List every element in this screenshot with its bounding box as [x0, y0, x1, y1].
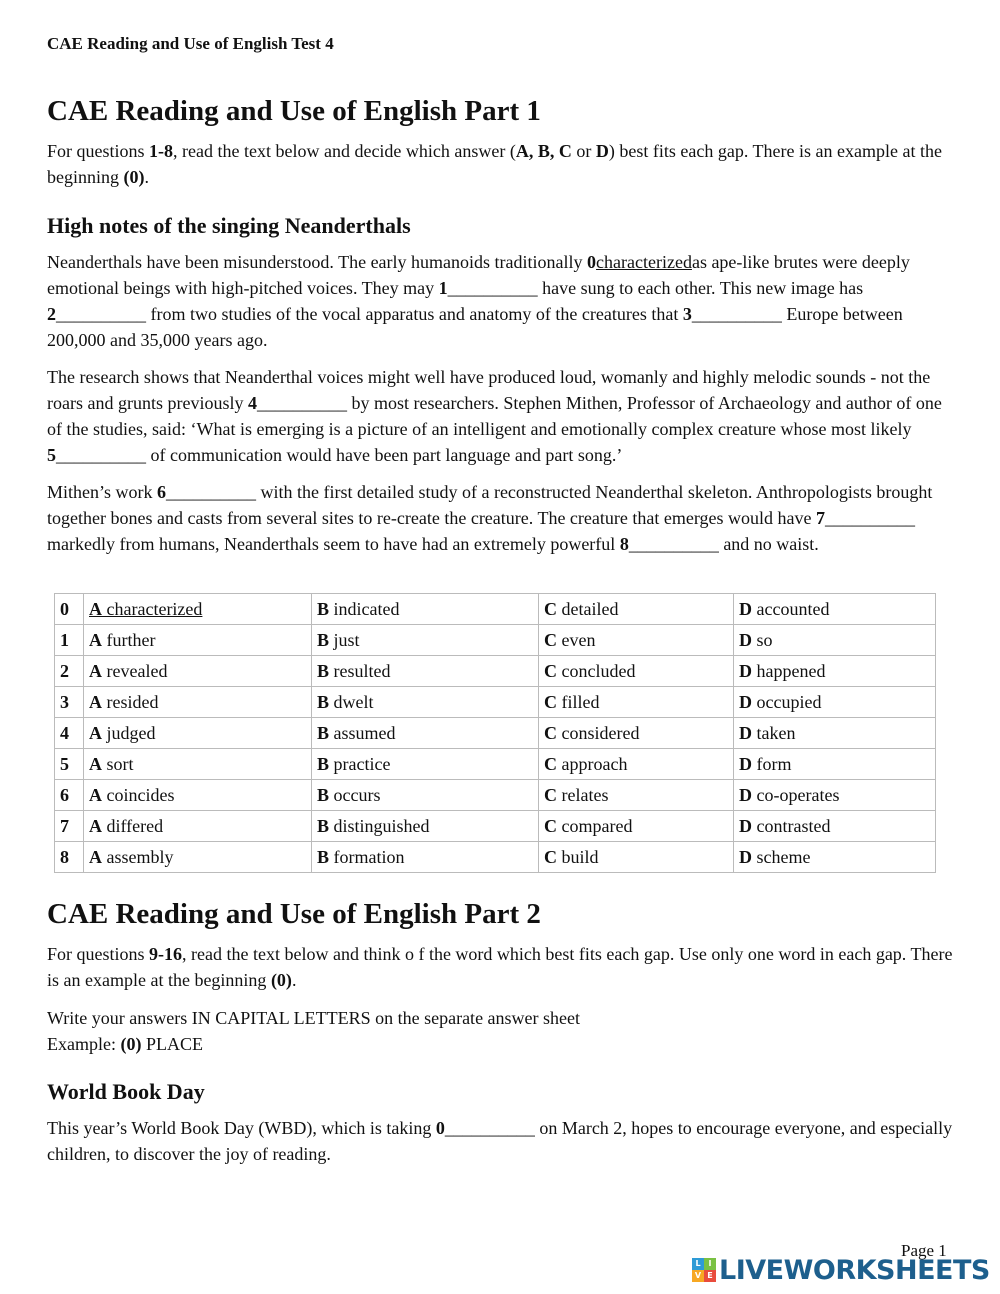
option-d[interactable]: D so [734, 625, 936, 656]
options-row [55, 811, 936, 842]
gap-0: __________ [444, 1118, 535, 1138]
option-a[interactable]: A assembly [84, 842, 312, 873]
option-b[interactable]: B just [312, 625, 539, 656]
logo-icon: L I V E [692, 1258, 716, 1282]
options-row [55, 594, 936, 625]
running-title: CAE Reading and Use of English Test 4 [47, 34, 334, 53]
option-b[interactable]: B dwelt [312, 687, 539, 718]
question-number: 4 [55, 718, 84, 749]
gap-2: __________ [56, 304, 146, 324]
part1-heading: CAE Reading and Use of English Part 1 [47, 95, 541, 127]
option-b[interactable]: B occurs [312, 780, 539, 811]
part1-article-title: High notes of the singing Neanderthals [47, 213, 411, 238]
option-c[interactable]: C even [539, 625, 734, 656]
gap-4: __________ [256, 393, 347, 413]
option-b[interactable]: B distinguished [312, 811, 539, 842]
part2-instructions: For questions 9-16, read the text below and think o f the word which best fits each gap. Use only one word in each gap. There is an example at the beginning (0). [47, 944, 953, 990]
option-a[interactable]: A differed [84, 811, 312, 842]
question-number: 8 [55, 842, 84, 873]
option-c[interactable]: C filled [539, 687, 734, 718]
question-number: 7 [55, 811, 84, 842]
option-c[interactable]: C compared [539, 811, 734, 842]
gap-6: __________ [166, 482, 256, 502]
part1-paragraph-2: The research shows that Neanderthal voices might well have produced loud, womanly and highly melodic sounds - not the roars and grunts previously 4__________ by most researchers. Stephen Mithen, Professor of Archaeology and author of one of the studies, said: ‘What is emerging is a picture of an intelligent and emotionally complex creature whose most likely 5__________ of communication would have been part language and part song.’ [47, 367, 942, 465]
gap-7: __________ [825, 508, 915, 528]
option-a[interactable]: A sort [84, 749, 312, 780]
question-number: 0 [55, 594, 84, 625]
part1-paragraph-1: Neanderthals have been misunderstood. The early humanoids traditionally 0characterizedas ape-like brutes were deeply emotional beings with high-pitched voices. They may 1__________ have sung to each other. This new image has 2__________ from two studies of the vocal apparatus and anatomy of the creatures that 3__________ Europe between 200,000 and 35,000 years ago. [47, 252, 910, 350]
option-c[interactable]: C approach [539, 749, 734, 780]
gap-3: __________ [691, 304, 782, 324]
gap-1: __________ [447, 278, 538, 298]
option-d[interactable]: D taken [734, 718, 936, 749]
answer-options-table [54, 593, 936, 873]
option-d[interactable]: D accounted [734, 594, 936, 625]
option-a[interactable]: A resided [84, 687, 312, 718]
option-a[interactable]: A judged [84, 718, 312, 749]
gap-5: __________ [56, 445, 146, 465]
option-d[interactable]: D form [734, 749, 936, 780]
option-d[interactable]: D contrasted [734, 811, 936, 842]
option-b[interactable]: B assumed [312, 718, 539, 749]
question-number: 3 [55, 687, 84, 718]
example-answer: characterized [596, 252, 692, 272]
logo-text: LIVEWORKSHEETS [719, 1254, 990, 1286]
option-a[interactable]: A coincides [84, 780, 312, 811]
option-a[interactable]: A revealed [84, 656, 312, 687]
option-b[interactable]: B formation [312, 842, 539, 873]
gap-8: __________ [628, 534, 719, 554]
part2-article-title: World Book Day [47, 1079, 205, 1104]
options-row [55, 625, 936, 656]
question-number: 2 [55, 656, 84, 687]
part1-instructions: For questions 1-8, read the text below and decide which answer (A, B, C or D) best fits each gap. There is an example at the beginning (0). [47, 141, 942, 187]
part2-write-instruction: Write your answers IN CAPITAL LETTERS on the separate answer sheet Example: (0) PLACE [47, 1008, 581, 1054]
option-c[interactable]: C build [539, 842, 734, 873]
option-c[interactable]: C considered [539, 718, 734, 749]
option-c[interactable]: C relates [539, 780, 734, 811]
option-d[interactable]: D co-operates [734, 780, 936, 811]
options-row [55, 842, 936, 873]
liveworksheets-logo[interactable] [692, 1254, 992, 1286]
options-row [55, 749, 936, 780]
option-a[interactable]: A further [84, 625, 312, 656]
option-b[interactable]: B practice [312, 749, 539, 780]
part2-heading: CAE Reading and Use of English Part 2 [47, 898, 541, 930]
options-row [55, 687, 936, 718]
option-b[interactable]: B resulted [312, 656, 539, 687]
option-d[interactable]: D occupied [734, 687, 936, 718]
part2-paragraph-1: This year’s World Book Day (WBD), which is taking 0__________ on March 2, hopes to encourage everyone, and especially children, to discover the joy of reading. [47, 1118, 953, 1164]
question-number: 5 [55, 749, 84, 780]
options-row [55, 780, 936, 811]
option-d[interactable]: D scheme [734, 842, 936, 873]
option-c[interactable]: C detailed [539, 594, 734, 625]
option-c[interactable]: C concluded [539, 656, 734, 687]
options-row [55, 718, 936, 749]
question-number: 1 [55, 625, 84, 656]
options-row [55, 656, 936, 687]
option-b[interactable]: B indicated [312, 594, 539, 625]
option-d[interactable]: D happened [734, 656, 936, 687]
option-a[interactable]: A characterized [84, 594, 312, 625]
part1-paragraph-3: Mithen’s work 6__________ with the first detailed study of a reconstructed Neanderthal skeleton. Anthropologists brought together bones and casts from several sites to re-create the creature. The creature that emerges would have 7__________ markedly from humans, Neanderthals seem to have had an extremely powerful 8__________ and no waist. [47, 482, 933, 554]
question-number: 6 [55, 780, 84, 811]
page-number: Page 1 [901, 1241, 947, 1260]
